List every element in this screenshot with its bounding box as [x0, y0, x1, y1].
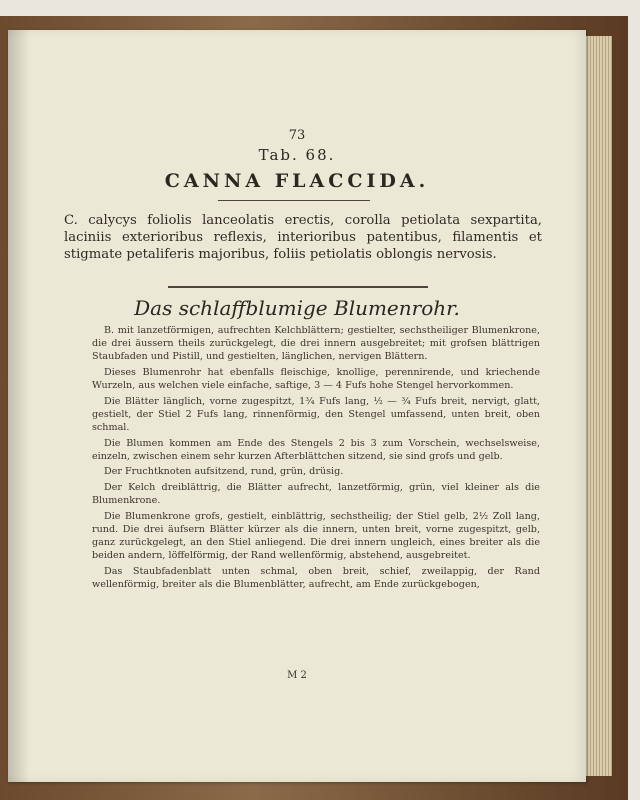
- paragraph: Die Blätter länglich, vorne zugespitzt, 1¾ Fufs lang, ½ — ¾ Fufs breit, nervigt, glatt, gestielt, der Stiel 2 Fufs lang, rinnenförmig, den Stengel umfassend, unten breit, oben schmal.: [92, 395, 540, 433]
- paragraph: Der Kelch dreiblättrig, die Blätter aufrecht, lanzetförmig, grün, viel kleiner als die Blumenkrone.: [92, 482, 540, 507]
- book-page: [8, 30, 586, 782]
- german-title: Das schlaffblumige Blumenrohr.: [134, 296, 460, 320]
- paragraph: Dieses Blumenrohr hat ebenfalls fleischige, knollige, perennirende, und kriechende Wurzeln, aus welchen viele einfache, saftige, 3 — 4 Fufs hohe Stengel hervorkommen.: [92, 366, 540, 391]
- signature-mark: M 2: [287, 670, 307, 681]
- paragraph: Das Staubfadenblatt unten schmal, oben breit, schief, zweilappig, der Rand wellenförmig, breiter als die Blumenblätter, aufrecht, am Ende zurückgebogen,: [92, 565, 540, 590]
- paragraph: Der Fruchtknoten aufsitzend, rund, grün, drüsig.: [104, 466, 344, 478]
- paragraph: Die Blumen kommen am Ende des Stengels 2 bis 3 zum Vorschein, wechselsweise, einzeln, zwischen einem sehr kurzen Afterblättchen sitzend, sie sind grofs und gelb.: [92, 437, 540, 462]
- section-divider: [168, 286, 428, 288]
- latin-description: C. calycys foliolis lanceolatis erectis, corolla petiolata sexpartita, laciniis exterioribus reflexis, interioribus patentibus, filamentis et stigmate petaliferis majoribus, foliis petiolatis oblongis nervosis.: [64, 213, 542, 262]
- species-title: CANNA FLACCIDA.: [164, 170, 430, 192]
- page-number: 73: [288, 128, 306, 143]
- paragraph: B. mit lanzetförmigen, aufrechten Kelchblättern; gestielter, sechstheiliger Blumenkrone, die drei äussern theils zurückgelegt, die drei innern ausgebreitet; mit grofsen blättrigen Staubfaden und Pistill, und gestielten, länglichen, nervigen Blättern.: [92, 325, 540, 363]
- paragraph: Die Blumenkrone grofs, gestielt, einblättrig, sechstheilig; der Stiel gelb, 2½ Zoll lang, rund. Die drei äufsern Blätter kürzer als die innern, unten breit, vorne zugespitzt, gelb, ganz zurückgelegt, an den Stiel anliegend. Die drei innern ungleich, eines breiter als die beiden andern, löffelförmig, der Rand wellenförmig, abstehend, ausgebreitet.: [92, 510, 540, 562]
- title-divider: [218, 200, 370, 201]
- plate-label: Tab. 68.: [258, 146, 336, 164]
- description-body: [92, 324, 540, 594]
